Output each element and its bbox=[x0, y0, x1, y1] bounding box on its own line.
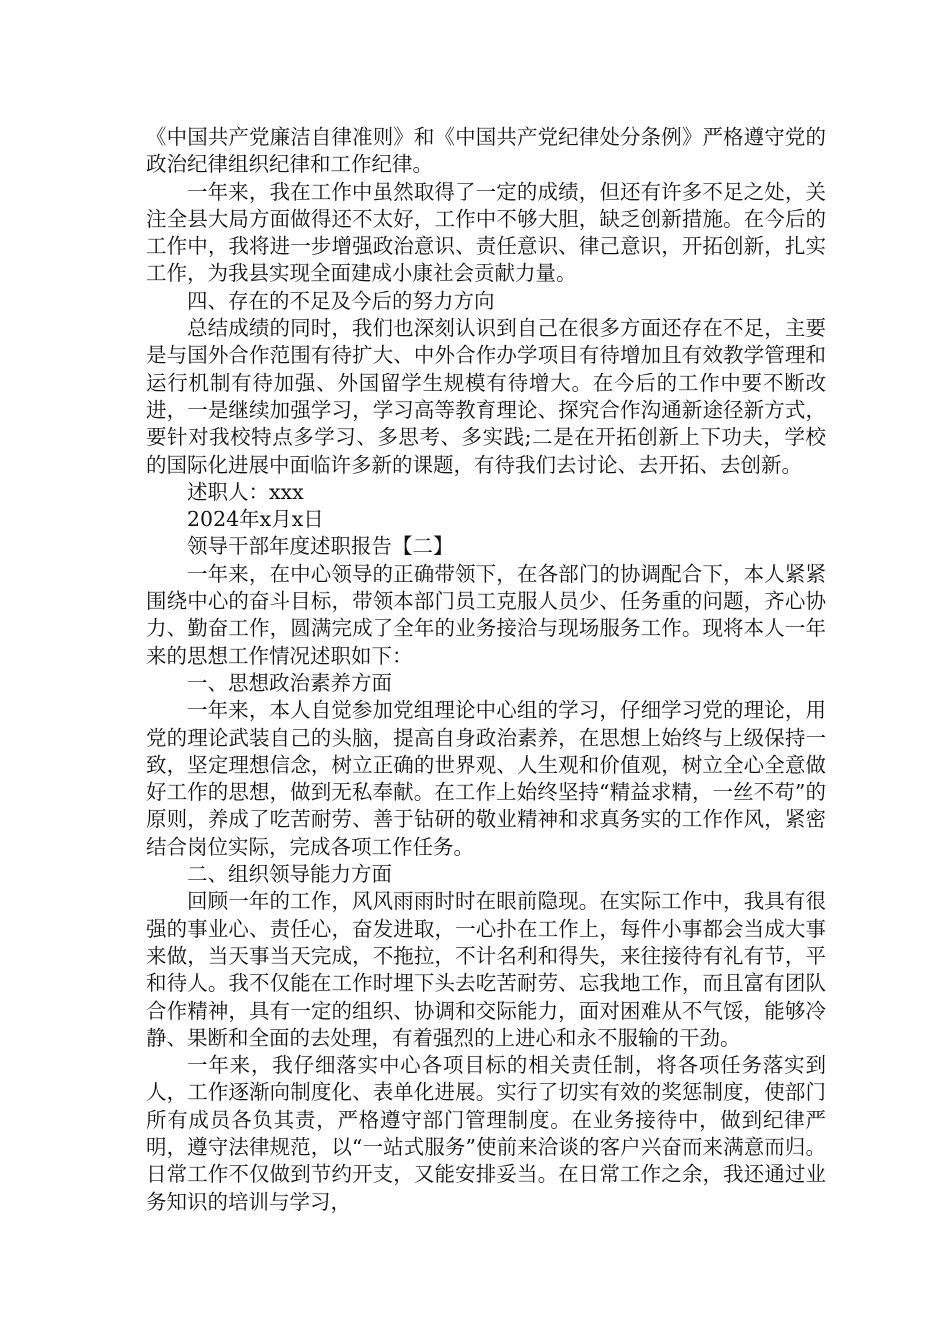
paragraph: 一年来，在中心领导的正确带领下，在各部门的协调配合下，本人紧紧围绕中心的奋斗目标，带领本部门员工克服人员少、任务重的问题，齐心协力、勤奋工作，圆满完成了全年的业务接洽与现场服务工作。现将本人一年来的思想工作情况述职如下： bbox=[146, 561, 826, 668]
section-heading: 四、存在的不足及今后的努力方向 bbox=[187, 288, 495, 313]
paragraph: 总结成绩的同时，我们也深刻认识到自己在很多方面还存在不足，主要是与国外合作范围有待扩大、中外合作办学项目有待增加且有效教学管理和运行机制有待加强、外国留学生规模有待增大。在今后的工作中要不断改进，一是继续加强学习，学习高等教育理论、探究合作沟通新途径新方式，要针对我校特点多学习、多思考、多实践;二是在开拓创新上下功夫，学校的国际化进展中面临许多新的课题，有待我们去讨论、去开拓、去创新。 bbox=[146, 316, 826, 477]
date-line: 2024年x月x日 bbox=[187, 507, 324, 532]
signature-line: 述职人：xxx bbox=[187, 479, 304, 504]
paragraph: 回顾一年的工作，风风雨雨时时在眼前隐现。在实际工作中，我具有很强的事业心、责任心，奋发进取，一心扑在工作上，每件小事都会当成大事来做，当天事当天完成，不拖拉，不计名利和得失，来往接待有礼有节，平和待人。我不仅能在工作时埋下头去吃苦耐劳、忘我地工作，而且富有团队合作精神，具有一定的组织、协调和交际能力，面对困难从不气馁，能够冷静、果断和全面的去处理，有着强烈的上进心和永不服输的干劲。 bbox=[146, 889, 826, 1050]
paragraph: 一年来，本人自觉参加党组理论中心组的学习，仔细学习党的理论，用党的理论武装自己的头脑，提高自身政治素养，在思想上始终与上级保持一致，坚定理想信念，树立正确的世界观、人生观和价值观，树立全心全意做好工作的思想，做到无私奉献。在工作上始终坚持“精益求精，一丝不苟”的原则，养成了吃苦耐劳、善于钻研的敬业精神和求真务实的工作作风，紧密结合岗位实际，完成各项工作任务。 bbox=[146, 698, 826, 859]
section-heading: 二、组织领导能力方面 bbox=[187, 862, 392, 887]
document-page bbox=[146, 124, 826, 1216]
paragraph: 一年来，我在工作中虽然取得了一定的成绩，但还有许多不足之处，关注全县大局方面做得还不太好，工作中不够大胆，缺乏创新措施。在今后的工作中，我将进一步增强政治意识、责任意识、律己意识，开拓创新，扎实工作，为我县实现全面建成小康社会贡献力量。 bbox=[146, 179, 826, 286]
section-heading: 一、思想政治素养方面 bbox=[187, 670, 392, 695]
paragraph: 一年来，我仔细落实中心各项目标的相关责任制，将各项任务落实到人，工作逐渐向制度化、表单化进展。实行了切实有效的奖惩制度，使部门所有成员各负其责，严格遵守部门管理制度。在业务接待中，做到纪律严明，遵守法律规范，以“一站式服务”使前来洽谈的客户兴奋而来满意而归。日常工作不仅做到节约开支，又能安排妥当。在日常工作之余，我还通过业务知识的培训与学习， bbox=[146, 1053, 826, 1214]
report-title: 领导干部年度述职报告【二】 bbox=[187, 534, 454, 559]
paragraph: 《中国共产党廉洁自律准则》和《中国共产党纪律处分条例》严格遵守党的政治纪律组织纪律和工作纪律。 bbox=[146, 125, 826, 177]
